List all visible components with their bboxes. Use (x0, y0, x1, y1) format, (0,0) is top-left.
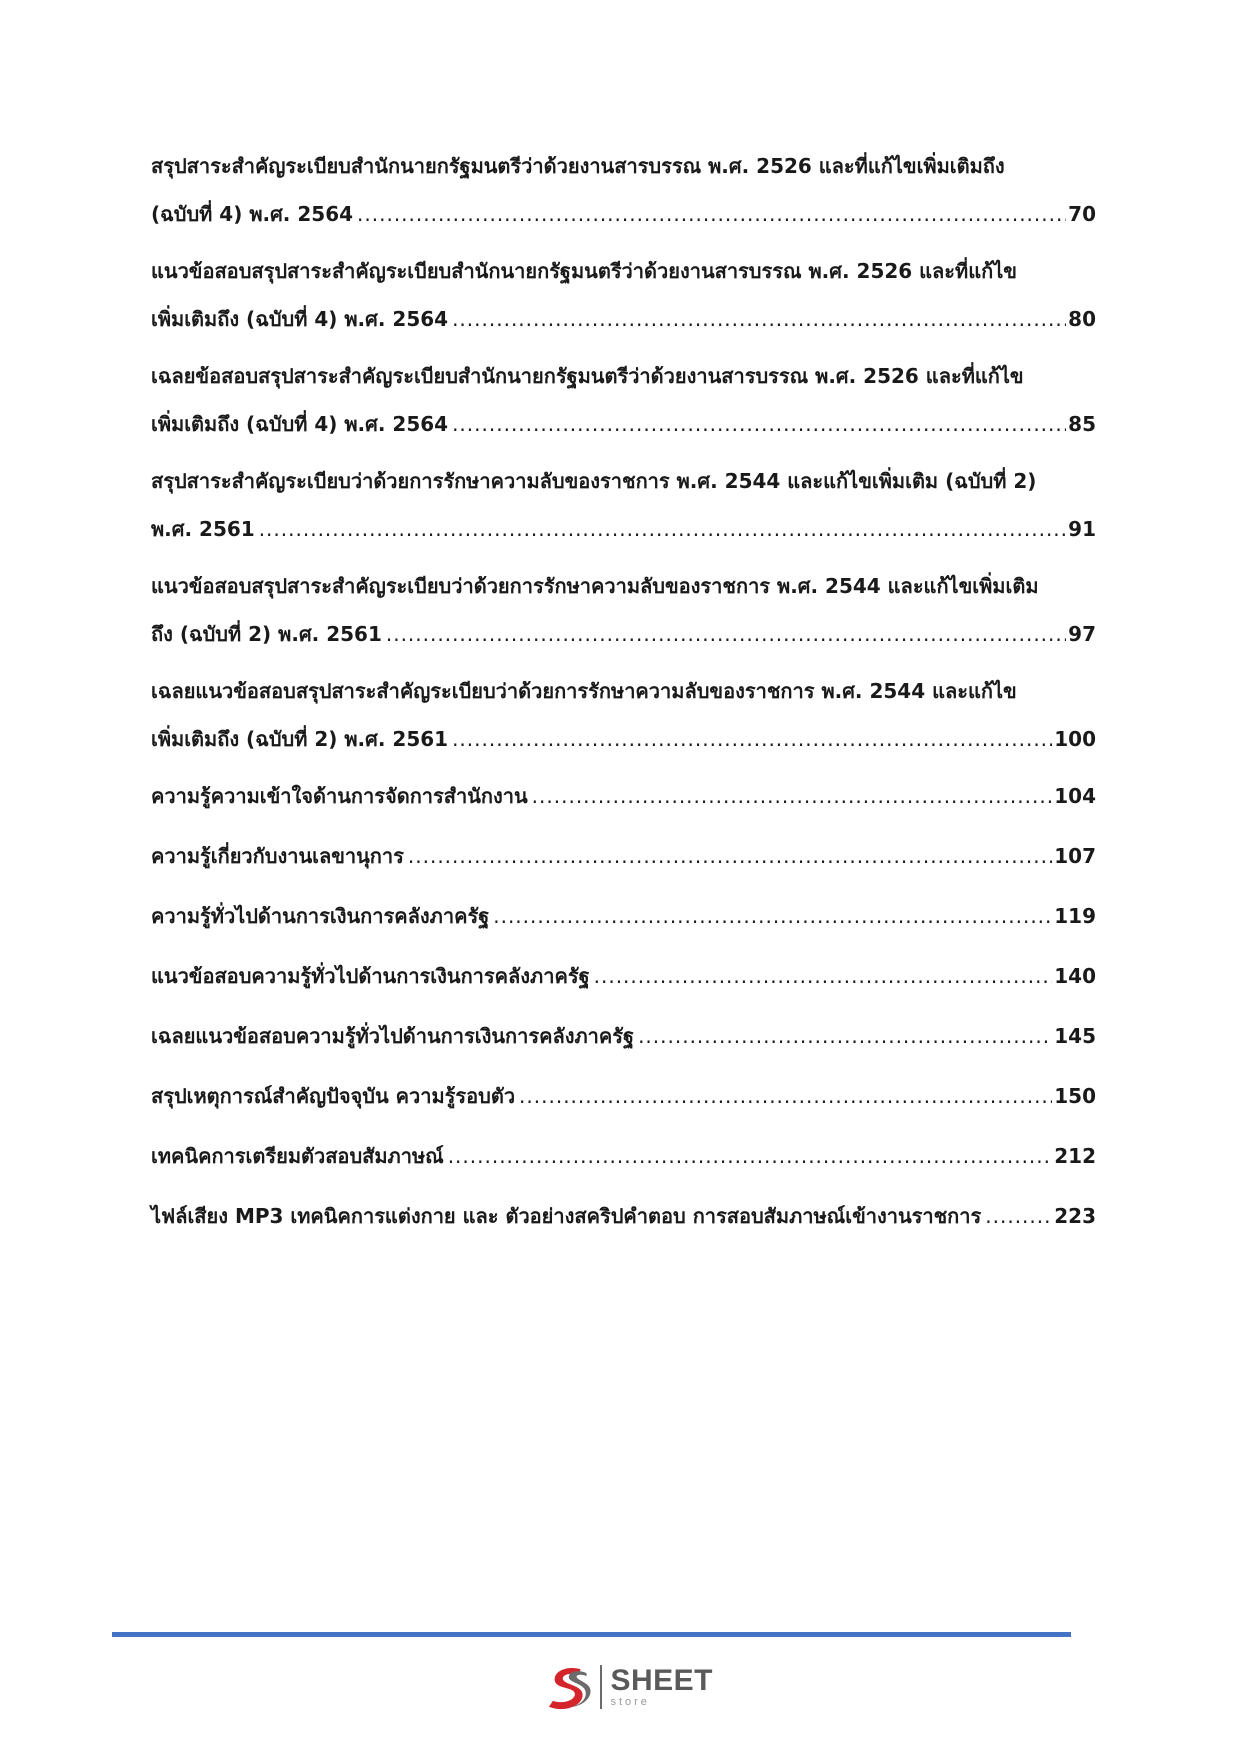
dot-leader (259, 505, 1066, 553)
toc-entry[interactable] (151, 1192, 1096, 1240)
toc-entry-title-line1: เฉลยข้อสอบสรุปสาระสำคัญระเบียบสำนักนายกรัฐมนตรีว่าด้วยงานสารบรรณ พ.ศ. 2526 และที่แก้ไข (151, 364, 1024, 388)
toc-page-number: 150 (1054, 1084, 1096, 1108)
toc-entry[interactable] (151, 952, 1096, 1000)
toc-page-number: 145 (1054, 1024, 1096, 1048)
dot-leader (408, 832, 1052, 880)
toc-page-number: 80 (1068, 307, 1096, 331)
toc-entry-title-line1: สรุปสาระสำคัญระเบียบสำนักนายกรัฐมนตรีว่าด้วยงานสารบรรณ พ.ศ. 2526 และที่แก้ไขเพิ่มเติมถึง (151, 154, 1005, 178)
toc-page-number: 85 (1068, 412, 1096, 436)
toc-entry-title-line2: (ฉบับที่ 4) พ.ศ. 2564 (151, 202, 354, 226)
logo-word: SHEET (610, 1664, 713, 1697)
table-of-contents (151, 142, 1096, 1252)
dot-leader (532, 772, 1053, 820)
toc-entry[interactable] (151, 562, 1096, 658)
toc-page-number: 104 (1054, 784, 1096, 808)
footer-divider (112, 1632, 1071, 1637)
dot-leader (448, 1132, 1053, 1180)
dot-leader (638, 1012, 1052, 1060)
toc-entry-title-line2: เพิ่มเติมถึง (ฉบับที่ 2) พ.ศ. 2561 (151, 727, 449, 751)
toc-page-number: 91 (1068, 517, 1096, 541)
toc-entry[interactable] (151, 892, 1096, 940)
dot-leader (493, 892, 1052, 940)
dot-leader (519, 1072, 1052, 1120)
toc-page-number: 223 (1054, 1204, 1096, 1228)
toc-entry[interactable] (151, 1012, 1096, 1060)
dot-leader (386, 610, 1066, 658)
dot-leader (452, 715, 1052, 763)
toc-entry-title: เทคนิคการเตรียมตัวสอบสัมภาษณ์ (151, 1144, 444, 1168)
toc-entry-title: ความรู้เกี่ยวกับงานเลขานุการ (151, 844, 404, 868)
toc-entry[interactable] (151, 1072, 1096, 1120)
toc-page-number: 97 (1068, 622, 1096, 646)
toc-entry[interactable] (151, 1132, 1096, 1180)
toc-page-number: 100 (1054, 727, 1096, 751)
sheet-store-s-logo-icon (543, 1661, 594, 1713)
logo-text (610, 1666, 713, 1708)
toc-entry-title-line1: เฉลยแนวข้อสอบสรุปสาระสำคัญระเบียบว่าด้วยการรักษาความลับของราชการ พ.ศ. 2544 และแก้ไข (151, 679, 1017, 703)
toc-page-number: 70 (1068, 202, 1096, 226)
toc-entry-title: แนวข้อสอบความรู้ทั่วไปด้านการเงินการคลังภาครัฐ (151, 964, 590, 988)
toc-entry[interactable] (151, 142, 1096, 238)
toc-entry-title-line2: เพิ่มเติมถึง (ฉบับที่ 4) พ.ศ. 2564 (151, 412, 449, 436)
toc-page-number: 119 (1054, 904, 1096, 928)
toc-page-number: 107 (1054, 844, 1096, 868)
toc-page-number: 212 (1054, 1144, 1096, 1168)
toc-entry-title-line1: สรุปสาระสำคัญระเบียบว่าด้วยการรักษาความลับของราชการ พ.ศ. 2544 และแก้ไขเพิ่มเติม (ฉบับที่ 2) (151, 469, 1037, 493)
toc-entry-title: สรุปเหตุการณ์สำคัญปัจจุบัน ความรู้รอบตัว (151, 1084, 516, 1108)
toc-entry[interactable] (151, 832, 1096, 880)
dot-leader (594, 952, 1053, 1000)
toc-entry-title-line2: เพิ่มเติมถึง (ฉบับที่ 4) พ.ศ. 2564 (151, 307, 449, 331)
dot-leader (357, 190, 1066, 238)
toc-entry-title-line1: แนวข้อสอบสรุปสาระสำคัญระเบียบสำนักนายกรัฐมนตรีว่าด้วยงานสารบรรณ พ.ศ. 2526 และที่แก้ไข (151, 259, 1017, 283)
toc-entry-title: ไฟล์เสียง MP3 เทคนิคการแต่งกาย และ ตัวอย่างสคริปคำตอบ การสอบสัมภาษณ์เข้างานราชการ (151, 1204, 982, 1228)
toc-entry-title: เฉลยแนวข้อสอบความรู้ทั่วไปด้านการเงินการคลังภาครัฐ (151, 1024, 635, 1048)
toc-entry-title-line2: ถึง (ฉบับที่ 2) พ.ศ. 2561 (151, 622, 382, 646)
toc-entry-title-line1: แนวข้อสอบสรุปสาระสำคัญระเบียบว่าด้วยการรักษาความลับของราชการ พ.ศ. 2544 และแก้ไขเพิ่มเติม (151, 574, 1039, 598)
toc-entry-title-line2: พ.ศ. 2561 (151, 517, 255, 541)
toc-page-number: 140 (1054, 964, 1096, 988)
dot-leader (985, 1192, 1052, 1240)
toc-entry[interactable] (151, 772, 1096, 820)
sheet-store-logo (543, 1659, 713, 1715)
dot-leader (452, 295, 1066, 343)
toc-entry-title: ความรู้ทั่วไปด้านการเงินการคลังภาครัฐ (151, 904, 490, 928)
logo-divider (600, 1665, 602, 1709)
toc-entry[interactable] (151, 247, 1096, 343)
dot-leader (452, 400, 1066, 448)
toc-entry[interactable] (151, 457, 1096, 553)
toc-entry[interactable] (151, 352, 1096, 448)
logo-subtitle: store (610, 1696, 650, 1708)
toc-entry-title: ความรู้ความเข้าใจด้านการจัดการสำนักงาน (151, 784, 528, 808)
toc-entry[interactable] (151, 667, 1096, 763)
